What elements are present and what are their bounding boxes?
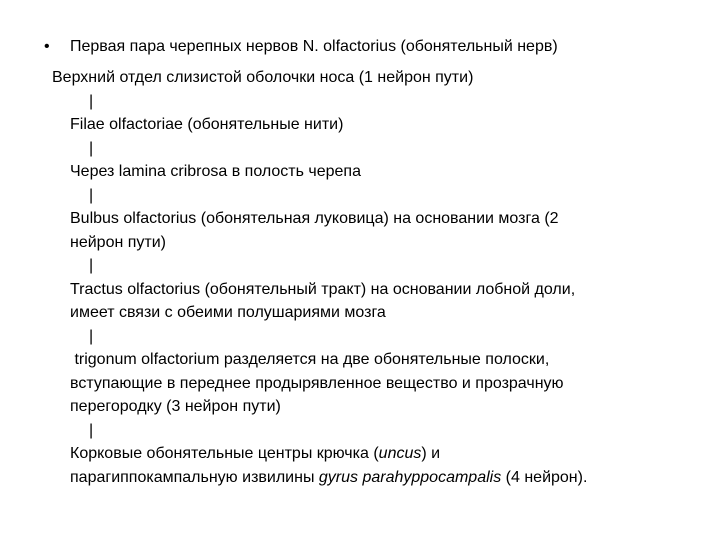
separator-pipe: |	[89, 186, 94, 204]
slide-title	[44, 38, 558, 56]
pathway-step-7-line-2	[52, 466, 692, 490]
step-7-text: (4 нейрон).	[501, 468, 588, 486]
separator-pipe: |	[89, 421, 94, 439]
pathway-list	[52, 66, 692, 489]
bullet-icon: •	[44, 38, 50, 55]
pathway-step-4-line-2: нейрон пути)	[70, 233, 167, 251]
separator-pipe: |	[89, 139, 94, 157]
pathway-step-3: Через lamina cribrosa в полость черепа	[70, 163, 361, 180]
gyrus-term: gyrus parahyppocampalis	[318, 468, 502, 486]
pathway-step-7-line-1	[52, 442, 692, 466]
pathway-step-6-line-1: trigonum olfactorium разделяется на две обонятельные полоски,	[70, 351, 550, 368]
pathway-step-1: Верхний отдел слизистой оболочки носа (1 нейрон пути)	[52, 69, 474, 86]
separator-pipe: |	[89, 92, 94, 110]
pathway-step-6-line-2: вступающие в переднее продырявленное вещество и прозрачную	[70, 374, 564, 392]
uncus-term: uncus	[378, 445, 422, 462]
title-text: Первая пара черепных нервов N. olfactorius (обонятельный нерв)	[70, 38, 558, 55]
pathway-step-6-line-3: перегородку (3 нейрон пути)	[70, 398, 281, 415]
step-7-text: Корковые обонятельные центры крючка (	[70, 445, 379, 462]
pathway-step-5-line-2: имеет связи с обеими полушариями мозга	[70, 304, 386, 321]
pathway-step-4-line-1: Bulbus olfactorius (обонятельная луковица) на основании мозга (2	[70, 210, 559, 227]
separator-pipe: |	[89, 257, 94, 274]
pathway-step-5-line-1: Tractus olfactorius (обонятельный тракт) на основании лобной доли,	[70, 280, 576, 298]
step-7-text: ) и	[421, 445, 441, 462]
step-7-text: парагиппокампальную извилины	[70, 468, 319, 486]
pathway-step-2: Filae olfactoriae (обонятельные нити)	[70, 116, 344, 133]
separator-pipe: |	[89, 327, 94, 345]
